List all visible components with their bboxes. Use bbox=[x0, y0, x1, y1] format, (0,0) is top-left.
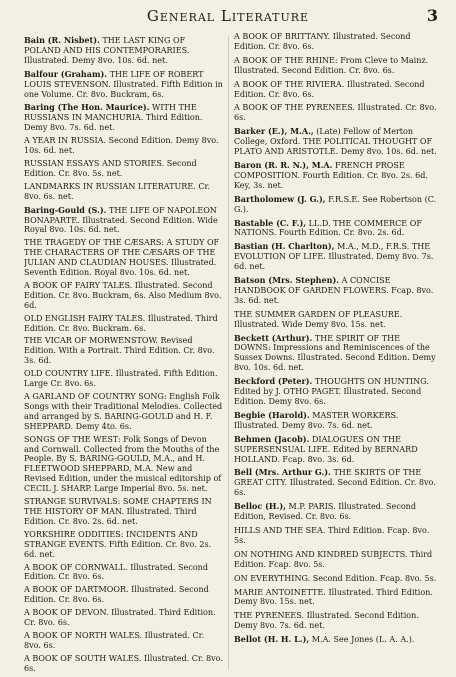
catalogue-entry bbox=[234, 80, 437, 100]
entry-text: ON NOTHING AND KINDRED SUBJECTS. Third Edition. Fcap. 8vo. 5s. bbox=[234, 549, 433, 569]
running-title: General Literature bbox=[146, 7, 310, 25]
entry-text: OLD ENGLISH FAIRY TALES. Illustrated. Third Edition. Cr. 8vo. Buckram. 6s. bbox=[24, 313, 218, 333]
entry-author: Bell (Mrs. Arthur G.). bbox=[234, 467, 331, 478]
entry-author: Baron (R. R. N.), M.A. bbox=[234, 159, 333, 170]
entry-author: Behmen (Jacob). bbox=[234, 433, 310, 444]
entry-text: DIALOGUES ON THE SUPERSENSUAL LIFE. Edited by BERNARD HOLLAND. Fcap. 8vo. 3s. 6d. bbox=[234, 434, 418, 464]
catalogue-entry bbox=[24, 392, 223, 432]
entry-text: F.R.S.E. See Robertson (C. G.). bbox=[234, 194, 437, 214]
page-header bbox=[0, 7, 456, 27]
entry-author: Bastable (C. F.), bbox=[234, 217, 307, 228]
entry-text: M.P. PARIS. Illustrated. Second Edition, Revised. Cr. 8vo. 6s. bbox=[234, 502, 416, 522]
entry-text: A BOOK OF NORTH WALES. Illustrated. Cr. 8vo. 6s. bbox=[24, 630, 205, 650]
catalogue-entry bbox=[24, 369, 223, 389]
entry-text: HILLS AND THE SEA. Third Edition. Fcap. 8vo. 5s. bbox=[234, 525, 430, 545]
catalogue-entry bbox=[234, 611, 437, 631]
catalogue-entry bbox=[24, 314, 223, 334]
entry-text: (Late) Fellow of Merton College, Oxford. THE POLITICAL THOUGHT OF PLATO AND ARISTOTLE. Demy 8vo. 10s. 6d. net. bbox=[234, 127, 437, 157]
entry-author: Belloc (H.), bbox=[234, 501, 286, 512]
entry-text: A YEAR IN RUSSIA. Second Edition. Demy 8vo. 10s. 6d. net. bbox=[24, 136, 219, 156]
entry-text: YORKSHIRE ODDITIES: INCIDENTS AND STRANGE EVENTS. Fifth Edition. Cr. 8vo. 2s. 6d. net. bbox=[24, 529, 212, 559]
catalogue-entry bbox=[234, 550, 437, 570]
entry-text: THE PYRENEES. Illustrated. Second Edition. Demy 8vo. 7s. 6d. net. bbox=[234, 611, 419, 631]
left-column bbox=[24, 32, 223, 673]
entry-text: A BOOK OF SOUTH WALES. Illustrated. Cr. 8vo. 6s. bbox=[24, 653, 223, 673]
catalogue-entry bbox=[24, 281, 223, 311]
catalogue-entry bbox=[234, 103, 437, 123]
entry-author: Bartholomew (J. G.), bbox=[234, 193, 326, 204]
catalogue-entry bbox=[234, 411, 437, 431]
entry-text: A GARLAND OF COUNTRY SONG: English Folk Songs with their Traditional Melodies. Collected and arranged by S. BARING-GOULD and H. F. SHEPPARD. Demy 4to. 6s. bbox=[24, 392, 223, 431]
entry-text: A BOOK OF THE RHINE: From Cleve to Mainz. Illustrated. Second Edition. Cr. 8vo. 6s. bbox=[234, 55, 429, 75]
catalogue-entry bbox=[234, 276, 437, 306]
catalogue-entry bbox=[234, 334, 437, 374]
entry-text: FRENCH PROSE COMPOSITION. Fourth Edition. Cr. 8vo. 2s. 6d. Key, 3s. net. bbox=[234, 160, 428, 190]
entry-text: A BOOK OF BRITTANY. Illustrated. Second Edition. Cr. 8vo. 6s. bbox=[234, 32, 411, 51]
entry-text: SONGS OF THE WEST: Folk Songs of Devon and Cornwall. Collected from the Mouths of the People. By S. BARING-GOULD, M.A., and H. FLEETWOOD SHEPPARD, M.A. New and Revised Edition, under the musical editorship of CECIL J. SHARP. Large Imperial 8vo. 5s. net. bbox=[24, 434, 222, 494]
entry-text: RUSSIAN ESSAYS AND STORIES. Second Edition. Cr. 8vo. 5s. net. bbox=[24, 158, 197, 178]
entry-author: Beckett (Arthur). bbox=[234, 332, 313, 343]
entry-text: A BOOK OF CORNWALL. Illustrated. Second Edition. Cr. 8vo. 6s. bbox=[24, 562, 209, 582]
catalogue-entry bbox=[234, 195, 437, 215]
entry-text: THE SPIRIT OF THE DOWNS: Impressions and Reminiscences of the Sussex Downs. Illustrated. Second Edition. Demy 8vo. 10s. 6d. net. bbox=[234, 333, 436, 373]
entry-text: THE LIFE OF NAPOLEON BONAPARTE. Illustrated. Second Edition. Wide Royal 8vo. 10s. 6d. net. bbox=[24, 205, 218, 235]
catalogue-entry bbox=[24, 206, 223, 236]
catalogue-entry bbox=[234, 526, 437, 546]
entry-text: ON EVERYTHING. Second Edition. Fcap. 8vo. 5s. bbox=[234, 573, 437, 583]
entry-text: M.A., M.D., F.R.S. THE EVOLUTION OF LIFE. Illustrated. Demy 8vo. 7s. 6d. net. bbox=[234, 242, 434, 272]
entry-text: M.A. See Jones (L. A. A.). bbox=[311, 635, 415, 645]
catalogue-entry bbox=[24, 530, 223, 560]
right-column bbox=[234, 32, 437, 673]
catalogue-entry bbox=[234, 127, 437, 157]
entry-text: THE LIFE OF ROBERT LOUIS STEVENSON. Illustrated. Fifth Edition in one Volume. Cr. 8vo. Buckram, 6s. bbox=[24, 69, 223, 99]
catalogue-entry bbox=[234, 574, 437, 584]
entry-text: THE VICAR OF MORWENSTOW. Revised Edition. With a Portrait. Third Edition. Cr. 8vo. 3s. 6d. bbox=[24, 336, 215, 366]
entry-author: Balfour (Graham). bbox=[24, 68, 108, 79]
entry-text: THE LAST KING OF POLAND AND HIS CONTEMPORARIES. Illustrated. Demy 8vo. 10s. 6d. net. bbox=[24, 36, 190, 65]
entry-author: Bastian (H. Charlton), bbox=[234, 241, 335, 252]
entry-text: STRANGE SURVIVALS: SOME CHAPTERS IN THE HISTORY OF MAN. Illustrated. Third Edition. Cr. 8vo. 2s. 6d. net. bbox=[24, 497, 212, 526]
entry-author: Beckford (Peter). bbox=[234, 376, 313, 387]
entry-text: A BOOK OF FAIRY TALES. Illustrated. Second Edition. Cr. 8vo. Buckram, 6s. Also Medium 8vo. 6d. bbox=[24, 280, 222, 310]
catalogue-entry bbox=[234, 310, 437, 330]
catalogue-entry bbox=[24, 182, 223, 202]
entry-text: A CONCISE HANDBOOK OF GARDEN FLOWERS. Fcap. 8vo. 3s. 6d. net. bbox=[234, 276, 434, 305]
catalogue-entry bbox=[234, 56, 437, 76]
catalogue-entry bbox=[234, 32, 437, 52]
entry-text: MARIE ANTOINETTE. Illustrated. Third Edition. Demy 8vo. 15s. net. bbox=[234, 587, 433, 607]
catalogue-entry bbox=[234, 242, 437, 272]
catalogue-entry bbox=[234, 502, 437, 522]
entry-text: A BOOK OF THE RIVIERA. Illustrated. Second Edition. Cr. 8vo. 6s. bbox=[234, 79, 425, 99]
page-number: 3 bbox=[426, 6, 438, 25]
entry-text: THE SKIRTS OF THE GREAT CITY. Illustrated. Second Edition. Cr. 8vo. 6s. bbox=[234, 468, 436, 498]
catalogue-entry bbox=[24, 631, 223, 651]
catalogue-entry bbox=[24, 103, 223, 133]
entry-author: Bain (R. Nisbet). bbox=[24, 35, 100, 45]
entry-author: Baring (The Hon. Maurice). bbox=[24, 102, 150, 113]
column-divider bbox=[228, 36, 229, 669]
catalogue-entry bbox=[234, 635, 437, 645]
entry-text: MASTER WORKERS. Illustrated. Demy 8vo. 7s. 6d. net. bbox=[234, 410, 399, 430]
entry-text: A BOOK OF DARTMOOR. Illustrated. Second Edition. Cr. 8vo. 6s. bbox=[24, 585, 209, 605]
entry-text: WITH THE RUSSIANS IN MANCHURIA. Third Edition. Demy 8vo. 7s. 6d. net. bbox=[24, 103, 203, 133]
entry-author: Barker (E.), M.A., bbox=[234, 126, 314, 137]
entry-text: OLD COUNTRY LIFE. Illustrated. Fifth Edition. Large Cr. 8vo. 6s. bbox=[24, 369, 218, 389]
catalogue-entry bbox=[24, 159, 223, 179]
entry-author: Bellot (H. H. L.), bbox=[234, 634, 310, 645]
entry-text: THE SUMMER GARDEN OF PLEASURE. Illustrated. Wide Demy 8vo. 15s. net. bbox=[234, 309, 403, 329]
entry-author: Batson (Mrs. Stephen). bbox=[234, 275, 340, 286]
catalogue-entry bbox=[24, 497, 223, 527]
catalogue-entry bbox=[234, 377, 437, 407]
catalogue-entry bbox=[24, 238, 223, 278]
entry-text: A BOOK OF THE PYRENEES. Illustrated. Cr. 8vo. 6s. bbox=[234, 103, 437, 123]
catalogue-entry bbox=[234, 435, 437, 465]
entry-text: LANDMARKS IN RUSSIAN LITERATURE. Cr. 8vo. 6s. net. bbox=[24, 181, 210, 201]
catalogue-entry bbox=[24, 563, 223, 583]
catalogue-entry bbox=[234, 588, 437, 608]
catalogue-entry bbox=[24, 585, 223, 605]
catalogue-entry bbox=[234, 161, 437, 191]
catalogue-entry bbox=[24, 336, 223, 366]
catalogue-entry bbox=[24, 70, 223, 100]
entry-text: THOUGHTS ON HUNTING. Edited by J. OTHO PAGET. Illustrated. Second Edition. Demy 8vo. 6s. bbox=[234, 377, 429, 406]
entry-text: LL.D. THE COMMERCE OF NATIONS. Fourth Edition. Cr. 8vo. 2s. 6d. bbox=[234, 218, 422, 238]
catalogue-entry bbox=[24, 654, 223, 673]
catalogue-entry bbox=[234, 219, 437, 239]
entry-text: THE TRAGEDY OF THE CÆSARS: A STUDY OF THE CHARACTERS OF THE CÆSARS OF THE JULIAN AND CLAUDIAN HOUSES. Illustrated. Seventh Edition. Royal 8vo. 10s. 6d. net. bbox=[24, 238, 220, 278]
entry-author: Baring-Gould (S.). bbox=[24, 204, 107, 215]
entry-author: Begbie (Harold). bbox=[234, 409, 310, 420]
entry-text: A BOOK OF DEVON. Illustrated. Third Edition. Cr. 8vo. 6s. bbox=[24, 608, 216, 628]
catalogue-entry bbox=[24, 608, 223, 628]
catalogue-entry bbox=[234, 468, 437, 498]
catalogue-entry bbox=[24, 435, 223, 494]
catalogue-entry bbox=[24, 36, 223, 66]
catalogue-entry bbox=[24, 136, 223, 156]
